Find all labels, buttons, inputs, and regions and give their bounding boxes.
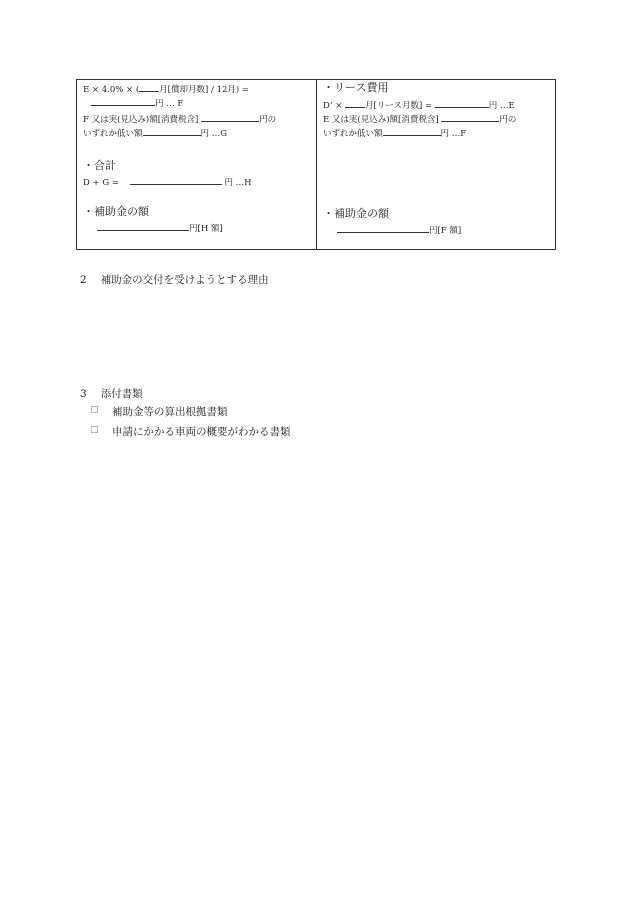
bullet-icon: □ xyxy=(90,405,99,415)
amount-h-blank[interactable] xyxy=(130,176,222,185)
actual-amount-blank[interactable] xyxy=(201,113,259,122)
formula-line-4: いずれか低い額 円 …G xyxy=(83,129,228,139)
section-3-number: 3 xyxy=(80,388,87,400)
formula-line-3: F 又は実(見込み)額[消費税含] 円の xyxy=(83,115,277,125)
lease-actual-amount-blank[interactable] xyxy=(441,113,499,122)
lease-months-blank[interactable] xyxy=(345,99,365,108)
section-2-title: 補助金の交付を受けようとする理由 xyxy=(100,274,269,286)
amount-e-blank[interactable] xyxy=(435,99,489,108)
lease-formula-line-1: D’ × 月[リース月数] = 円 …E xyxy=(323,101,515,111)
attachment-item: 申請にかかる車両の概要がわかる書類 xyxy=(112,426,291,438)
lease-amount-f-blank[interactable] xyxy=(383,127,441,136)
subsidy-amount-heading: ・補助金の額 xyxy=(83,205,149,218)
attachment-item: 補助金等の算出根拠書類 xyxy=(112,406,228,418)
lease-cost-heading: ・リース費用 xyxy=(323,81,389,94)
lease-subsidy-amount-blank[interactable] xyxy=(337,224,429,233)
lease-subsidy-amount-heading: ・補助金の額 xyxy=(323,207,389,220)
bullet-icon: □ xyxy=(90,425,99,435)
formula-line-2: 円 … F xyxy=(91,97,183,110)
purchase-calculation-cell xyxy=(77,80,317,249)
subsidy-amount-line: 円[H 額] xyxy=(97,222,223,235)
subsidy-amount-blank[interactable] xyxy=(97,222,189,231)
section-3-heading xyxy=(80,386,143,401)
lease-formula-line-3: いずれか低い額 円 …F xyxy=(323,129,467,139)
total-heading: ・合計 xyxy=(83,159,116,172)
lease-subsidy-amount-line: 円[F 額] xyxy=(337,224,461,237)
section-2-heading xyxy=(80,272,269,287)
depreciation-months-blank[interactable] xyxy=(139,83,159,92)
amount-f-blank[interactable] xyxy=(91,97,155,106)
lease-calculation-cell xyxy=(317,80,555,249)
section-2-number: 2 xyxy=(80,274,87,286)
section-3-title: 添付書類 xyxy=(100,388,143,400)
amount-g-blank[interactable] xyxy=(143,127,201,136)
formula-line-1: E × 4.0% × ( 月[償却月数] / 12月) = xyxy=(83,85,250,95)
subsidy-calculation-table xyxy=(76,79,556,250)
total-formula-line: D + G = 円 …H xyxy=(83,178,252,188)
lease-formula-line-2: E 又は実(見込み)額[消費税含] 円の xyxy=(323,115,517,125)
